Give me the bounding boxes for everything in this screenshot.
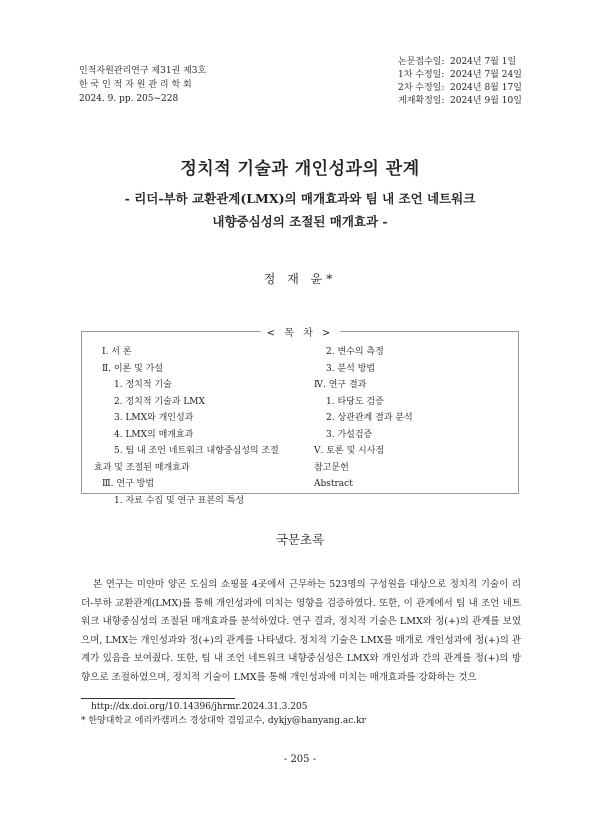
toc-item: 참고문헌 bbox=[314, 462, 349, 473]
toc-heading: < 목 차 > bbox=[261, 324, 340, 339]
toc-item: 1. 정치적 기술 bbox=[114, 380, 172, 390]
date-row: 2차 수정일: 2024년 8월 17일 bbox=[398, 83, 522, 93]
toc-item: 2. 변수의 측정 bbox=[326, 347, 384, 357]
author-name: 정 재 윤* bbox=[263, 272, 337, 286]
journal-name: 인적자원관리연구 제31권 제3호 bbox=[79, 66, 207, 76]
toc-item: 3. 가설검증 bbox=[326, 429, 373, 440]
paper-title: 정치적 기술과 개인성과의 관계 bbox=[180, 159, 420, 179]
toc-item: 2. 상관관계 결과 분석 bbox=[326, 413, 413, 423]
toc-item: 1. 자료 수집 및 연구 표본의 특성 bbox=[114, 495, 245, 506]
date-row: 게재확정일: 2024년 9월 10일 bbox=[398, 96, 522, 106]
toc-left-column bbox=[94, 344, 309, 509]
toc-item: Abstract bbox=[314, 479, 353, 489]
toc-item: 3. LMX와 개인성과 bbox=[114, 413, 194, 423]
toc-item: 5. 팀 내 조언 네트워크 내향중심성의 조절 bbox=[114, 446, 279, 456]
subtitle-line: - 리더-부하 교환관계(LMX)의 매개효과와 팀 내 조언 네트워크 bbox=[124, 191, 476, 206]
toc-item: Ⅱ. 이론 및 가설 bbox=[102, 363, 164, 374]
toc-item: 1. 타당도 검증 bbox=[326, 396, 384, 407]
issue-pages: 2024. 9. pp. 205~228 bbox=[79, 94, 179, 104]
subtitle-line: 내향중심성의 조절된 매개효과 - bbox=[212, 214, 388, 229]
paper-subtitle bbox=[0, 187, 600, 233]
toc-item: 3. 분석 방법 bbox=[326, 363, 376, 374]
footnotes bbox=[81, 700, 366, 728]
author-footnote: * 한양대학교 에리카캠퍼스 경상대학 겸임교수, dykjy@hanyang.ac.kr bbox=[81, 716, 366, 726]
page-number: - 205 - bbox=[283, 754, 317, 765]
toc-item: Ⅴ. 토론 및 시사점 bbox=[314, 446, 385, 456]
toc-right-column bbox=[306, 344, 506, 493]
footnote-divider bbox=[81, 698, 235, 699]
abstract-heading: 국문초록 bbox=[275, 532, 325, 547]
journal-info bbox=[79, 64, 206, 106]
toc-item: Ⅲ. 연구 방법 bbox=[102, 479, 155, 489]
date-row: 논문접수일: 2024년 7월 1일 bbox=[398, 57, 517, 67]
date-row: 1차 수정일: 2024년 7월 24일 bbox=[398, 70, 522, 80]
abstract-body: 본 연구는 미얀마 양곤 도심의 쇼핑몰 4곳에서 근무하는 523명의 구성원을 대상으로 정치적 기술이 리더-부하 교환관계(LMX)를 통해 개인성과에 미치는 영향을 검증하였다. 또한, 이 관계에서 팀 내 조언 네트워크 내향중심성의 조절된 매개효과를 분석하였다. 연구 결과, 정치적 기술은 LMX와 정(+)의 관계를 보였으며, LMX는 개인성과와 정(+)의 관계를 나타냈다. 정치적 기술은 LMX를 매개로 개인성과에 정(+)의 관계가 있음을 보여줬다. 또한, 팀 내 조언 네트워크 내향중심성은 LMX와 개인성과 간의 관계를 정(+)의 방향으로 조절하였으며, 정치적 기술이 LMX를 통해 개인성과에 미치는 매개효과를 강화하는 것으 bbox=[81, 579, 521, 683]
toc-item: Ⅳ. 연구 결과 bbox=[314, 380, 367, 390]
toc-item: 4. LMX의 매개효과 bbox=[114, 429, 194, 440]
table-of-contents bbox=[81, 328, 519, 506]
submission-dates bbox=[398, 56, 522, 108]
toc-item: 효과 및 조절된 매개효과 bbox=[94, 462, 190, 473]
toc-item: Ⅰ. 서 론 bbox=[102, 347, 132, 357]
toc-item: 2. 정치적 기술과 LMX bbox=[114, 396, 205, 407]
society-name: 한 국 인 적 자 원 관 리 학 회 bbox=[79, 80, 192, 90]
doi-link[interactable]: http://dx.doi.org/10.14396/jhrmr.2024.31.3.205 bbox=[91, 702, 308, 712]
